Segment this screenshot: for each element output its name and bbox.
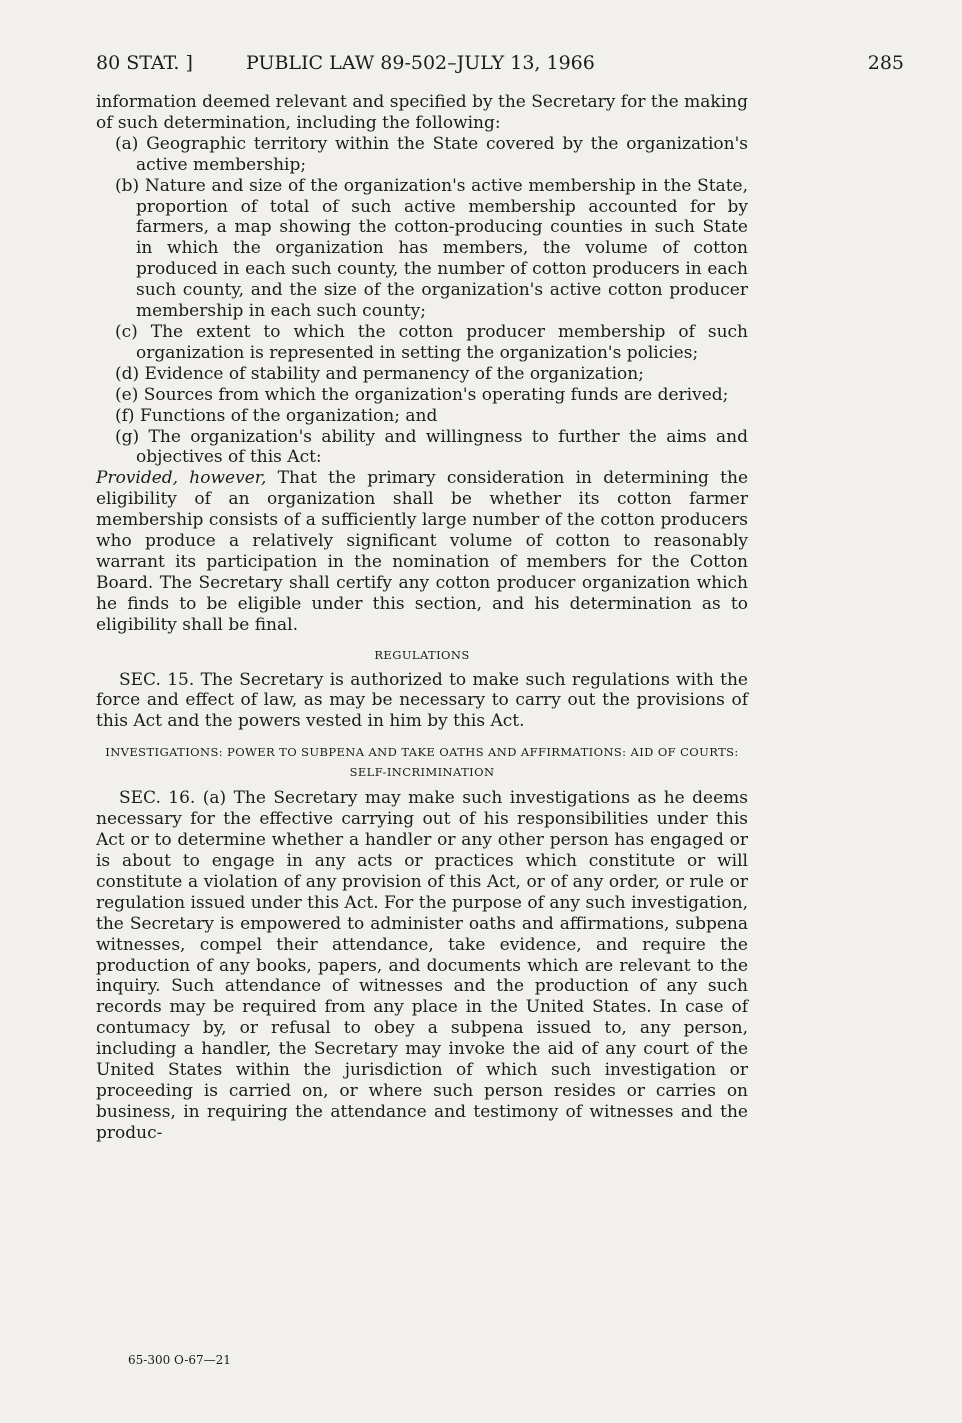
- list-item: (c) The extent to which the cotton producer membership of such organization is represented in setting the organization's policies;: [115, 321, 748, 363]
- list-item: (d) Evidence of stability and permanency of the organization;: [115, 363, 644, 384]
- section-16-heading: INVESTIGATIONS: POWER TO SUBPENA AND TAKE OATHS AND AFFIRMATIONS: AID OF COURTS: SELF-INCRIMINATION: [105, 745, 739, 780]
- section-16-text: (a) The Secretary may make such investigations as he deems necessary for the effective carrying out of his responsibilities under this Act or to determine whether a handler or any other person has engaged or is about to engage in any acts or practices which constitute or will constitute a violation of any provision of this Act, or of any order, or rule or regulation issued under this Act. For the purpose of any such investigation, the Secretary is empowered to administer oaths and affirmations, subpena witnesses, compel their attendance, take evidence, and require the production of any books, papers, and documents which are relevant to the inquiry. Such attendance of witnesses and the production of any such records may be required from any place in the United States. In case of contumacy by, or refusal to obey a subpena issued to, any person, including a handler, the Secretary may invoke the aid of any court of the United States within the jurisdiction of which such investigation or proceeding is carried on, or where such person resides or carries on business, in requiring the attendance and testimony of witnesses and the produc-: [96, 788, 748, 1143]
- proviso-paragraph: [96, 468, 748, 635]
- section-15-heading: REGULATIONS: [374, 647, 470, 662]
- page-number: 285: [867, 52, 904, 74]
- print-code: 65-300 O-67—21: [128, 1353, 231, 1367]
- stat-reference: 80 STAT. ]: [96, 52, 193, 74]
- section-16-label: SEC. 16.: [119, 788, 196, 809]
- list-item: (f) Functions of the organization; and: [115, 405, 438, 426]
- section-16-paragraph: [96, 788, 748, 1143]
- proviso-text: That the primary consideration in determining the eligibility of an organization shall be whether its cotton farmer membership consists of a sufficiently large number of the cotton producers who produce a relatively significant volume of cotton to reasonably warrant its participation in the nomination of members for the Cotton Board. The Secretary shall certify any cotton producer organization which he finds to be eligible under this section, and his determination as to eligibility shall be final.: [96, 468, 749, 635]
- list-item: (g) The organization's ability and willingness to further the aims and objectives of this Act:: [115, 426, 748, 468]
- list-item: (e) Sources from which the organization's operating funds are derived;: [115, 384, 729, 405]
- intro-paragraph: information deemed relevant and specified by the Secretary for the making of such determination, including the following:: [96, 92, 748, 133]
- list-item: (b) Nature and size of the organization's active membership in the State, proportion of total of such active membership accounted for by farmers, a map showing the cotton-producing counties in such State in which the organization has members, the volume of cotton produced in each such county, the number of cotton producers in each such county, and the size of the organization's active cotton producer membership in each such county;: [115, 175, 748, 322]
- running-title: PUBLIC LAW 89-502–JULY 13, 1966: [246, 52, 595, 74]
- proviso-lead: Provided, however,: [96, 468, 267, 489]
- page-header: [96, 52, 904, 80]
- section-15-label: SEC. 15.: [119, 669, 195, 690]
- document-body: [96, 92, 748, 1144]
- section-15-paragraph: [96, 670, 748, 733]
- list-item: (a) Geographic territory within the State covered by the organization's active membership;: [115, 133, 748, 175]
- section-15-text: The Secretary is authorized to make such regulations with the force and effect of law, as may be necessary to carry out the provisions of this Act and the powers vested in him by this Act.: [96, 669, 748, 732]
